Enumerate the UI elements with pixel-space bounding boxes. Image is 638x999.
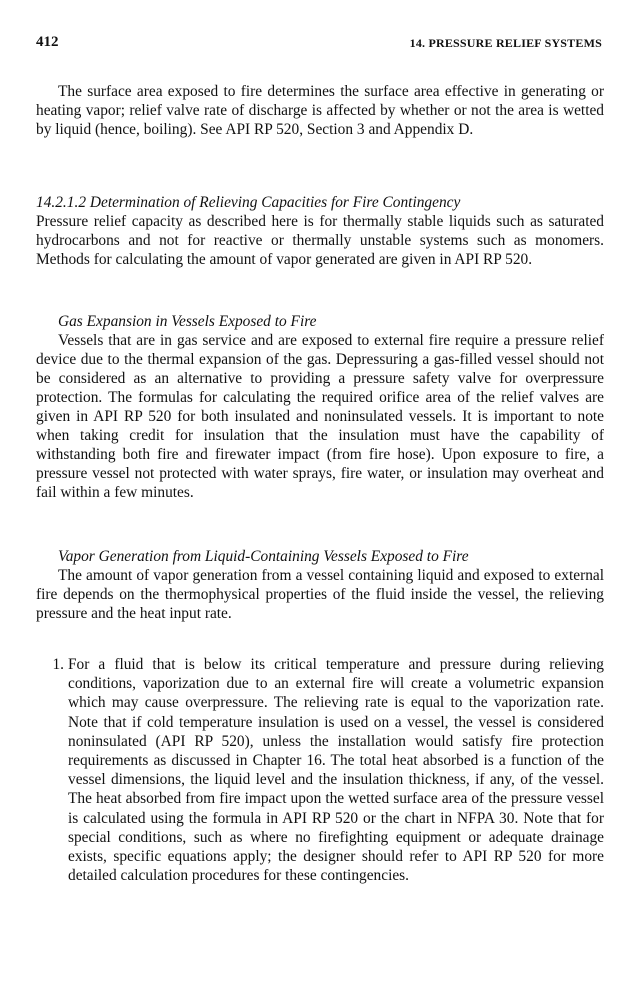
running-header bbox=[36, 34, 602, 54]
gas-expansion-heading: Gas Expansion in Vessels Exposed to Fire bbox=[58, 313, 317, 330]
list-item-text: For a fluid that is below its critical temperature and pressure during relieving conditions, vaporization due to an external fire will create a volumetric expansion which may cause overpressure. The relieving rate is equal to the vaporization rate. Note that if cold temperature insulation is used on a vessel, the vessel is considered noninsulated (API RP 520), unless the installation would satisfy fire protection requirements as discussed in Chapter 16. The total heat absorbed is a function of the vessel dimensions, the liquid level and the insulation thickness, if any, of the vessel. The heat absorbed from fire impact upon the wetted surface area of the pressure vessel is calculated using the formula in API RP 520 or the chart in NFPA 30. Note that for special conditions, such as where no firefighting equipment or adequate drainage exists, specific equations apply; the designer should refer to API RP 520 for more detailed calculation procedures for these contingencies. bbox=[68, 656, 604, 885]
intro-paragraph: The surface area exposed to fire determines the surface area effective in generating or heating vapor; relief valve rate of discharge is affected by whether or not the area is wetted by liquid (hence, boiling). See API RP 520, Section 3 and Appendix D. bbox=[36, 83, 604, 138]
list-item bbox=[36, 655, 604, 885]
intro-block bbox=[36, 82, 604, 139]
numbered-list bbox=[36, 655, 604, 885]
section-paragraph: Pressure relief capacity as described here is for thermally stable liquids such as saturated hydrocarbons and not for reactive or thermally unstable systems such as monomers. Methods for calculating the amount of vapor generated are given in API RP 520. bbox=[36, 213, 604, 268]
vapor-generation-heading: Vapor Generation from Liquid-Containing Vessels Exposed to Fire bbox=[58, 548, 469, 565]
section-14-2-1-2 bbox=[36, 193, 604, 269]
list-item-number: 1. bbox=[52, 656, 64, 673]
section-heading: 14.2.1.2 Determination of Relieving Capacities for Fire Contingency bbox=[36, 194, 461, 211]
vapor-generation-block bbox=[36, 547, 604, 623]
page-number: 412 bbox=[36, 34, 59, 50]
vapor-generation-paragraph: The amount of vapor generation from a vessel containing liquid and exposed to external fire depends on the thermophysical properties of the fluid inside the vessel, the relieving pressure and the heat input rate. bbox=[36, 567, 604, 622]
gas-expansion-block bbox=[36, 312, 604, 502]
chapter-title: 14. PRESSURE RELIEF SYSTEMS bbox=[409, 36, 602, 50]
gas-expansion-paragraph: Vessels that are in gas service and are exposed to external fire require a pressure relief device due to the thermal expansion of the gas. Depressuring a gas-filled vessel should not be considered as an alternative to providing a pressure safety valve for overpressure protection. The formulas for calculating the required orifice area of the relief valves are given in API RP 520 for both insulated and noninsulated vessels. It is important to note when taking credit for insulation that the insulation must have the capability of withstanding both fire and firewater impact (from fire hose). Upon exposure to fire, a pressure vessel not protected with water sprays, fire water, or insulation may overheat and fail within a few minutes. bbox=[36, 332, 604, 501]
